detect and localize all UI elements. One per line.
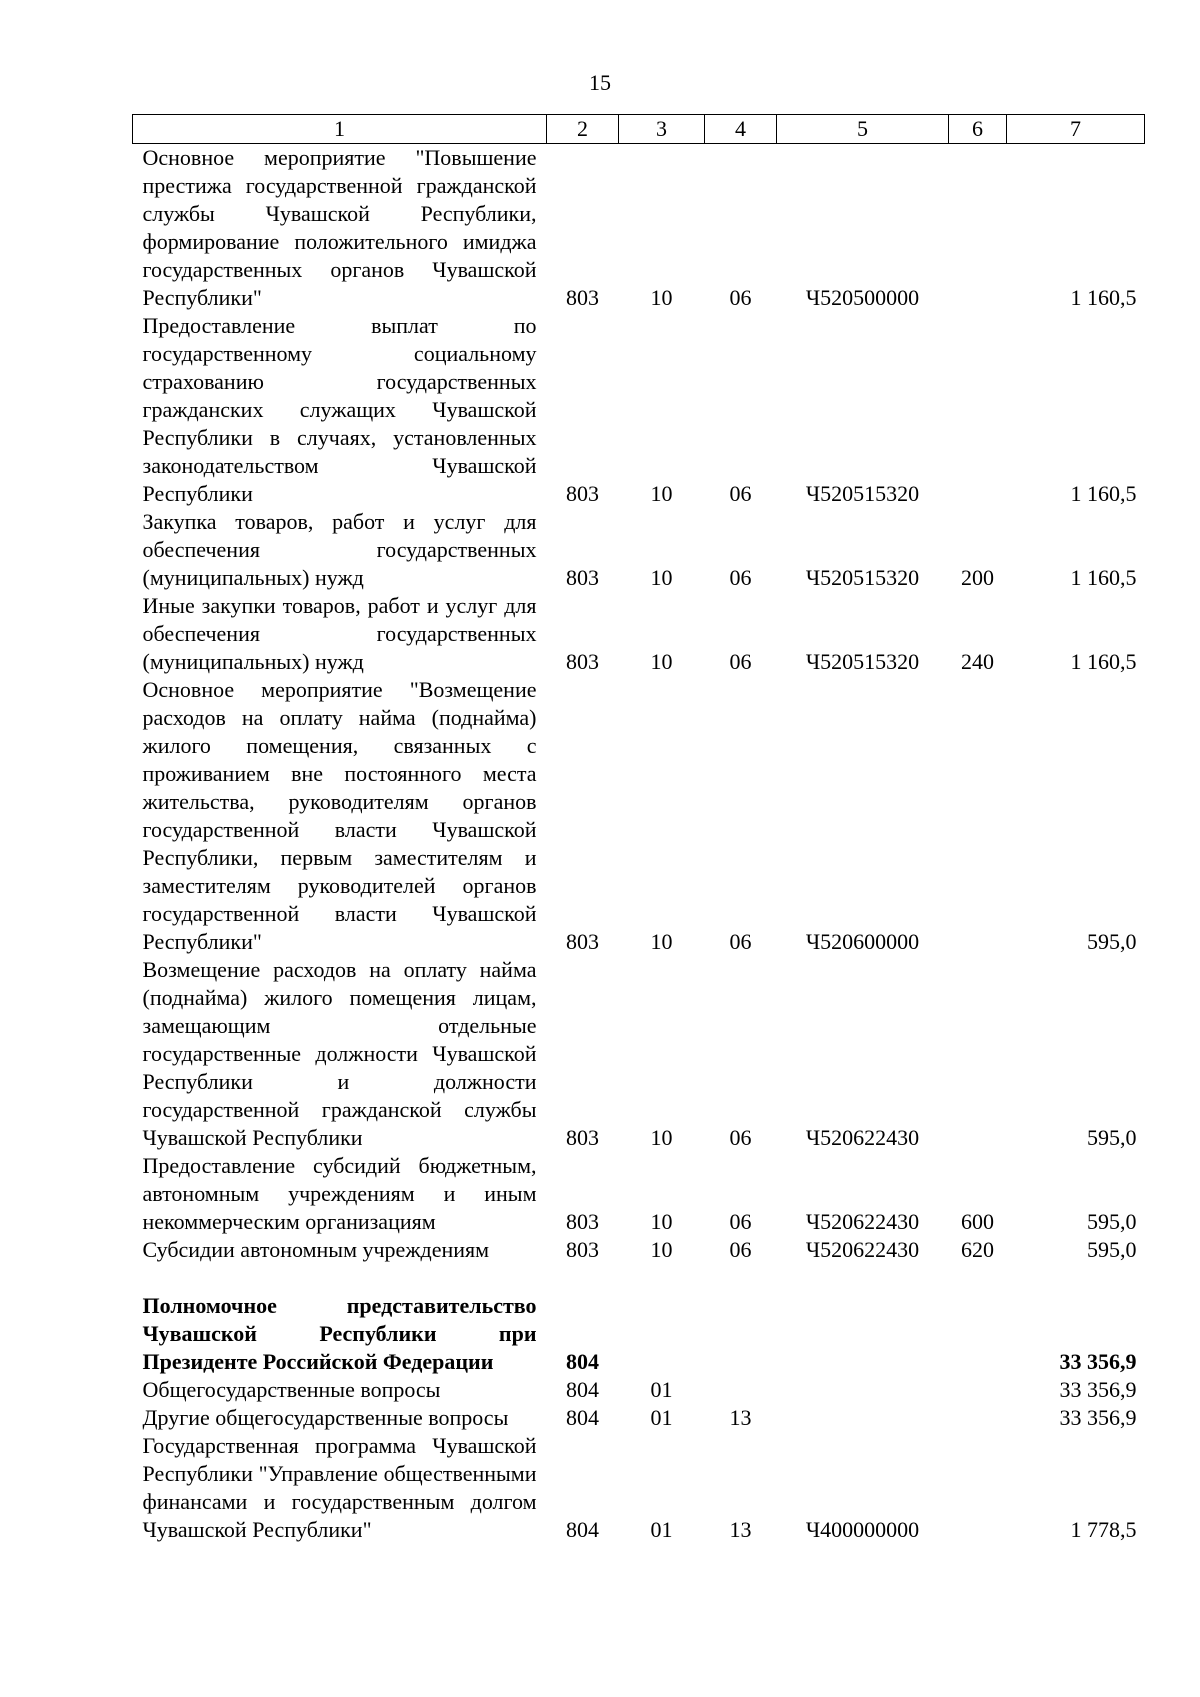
row-code-section: 10 — [650, 1125, 673, 1150]
row-code-subsection: 13 — [729, 1405, 752, 1430]
row-code-expense-type: 200 — [961, 565, 994, 590]
table-row — [133, 1432, 1145, 1544]
row-name: Полномочное представительство Чувашской Республики при Президенте Российской Федерации — [142, 1293, 537, 1374]
row-code-ministry: 803 — [566, 565, 599, 590]
table-row — [133, 1404, 1145, 1432]
row-name: Общегосударственные вопросы — [142, 1377, 441, 1402]
row-code-subsection: 06 — [729, 1209, 752, 1234]
column-header-6: 6 — [949, 115, 1007, 144]
row-amount: 1 160,5 — [1070, 565, 1137, 590]
row-code-subsection: 06 — [729, 1237, 752, 1262]
row-code-section: 10 — [650, 1209, 673, 1234]
row-name: Возмещение расходов на оплату найма (поднайма) жилого помещения лицам, замещающим отдельные государственные должности Чувашской Республики и должности государственной гражданской службы Чувашской Республики — [142, 957, 537, 1150]
row-code-subsection: 06 — [729, 481, 752, 506]
column-header-1: 1 — [133, 115, 547, 144]
column-header-5: 5 — [777, 115, 949, 144]
page-number: 15 — [589, 70, 611, 95]
row-code-target: Ч520600000 — [805, 929, 920, 954]
row-code-subsection: 06 — [729, 649, 752, 674]
row-code-target: Ч520622430 — [805, 1237, 920, 1262]
table-row — [133, 956, 1145, 1152]
row-code-expense-type — [949, 1404, 1007, 1432]
row-code-section: 10 — [650, 649, 673, 674]
row-code-target: Ч520500000 — [805, 285, 920, 310]
row-code-expense-type — [949, 1376, 1007, 1404]
row-amount: 1 160,5 — [1070, 285, 1137, 310]
row-code-subsection: 06 — [729, 1125, 752, 1150]
row-name: Основное мероприятие "Возмещение расходов на оплату найма (поднайма) жилого помещения, связанных с проживанием вне постоянного места жительства, руководителям органов государственной власти Чувашской Республики, первым заместителям и заместителям руководителей органов государственной власти Чувашской Республики" — [142, 677, 537, 954]
table-row — [133, 1376, 1145, 1404]
row-amount: 1 160,5 — [1070, 649, 1137, 674]
row-code-ministry: 803 — [566, 1237, 599, 1262]
row-code-expense-type: 600 — [961, 1209, 994, 1234]
row-amount: 595,0 — [1087, 1237, 1137, 1262]
row-code-ministry: 803 — [566, 285, 599, 310]
row-name: Другие общегосударственные вопросы — [142, 1405, 509, 1430]
row-name: Государственная программа Чувашской Республики "Управление общественными финансами и государственным долгом Чувашской Республики" — [142, 1433, 537, 1542]
row-code-target: Ч520515320 — [805, 565, 920, 590]
column-header-3: 3 — [619, 115, 705, 144]
table-row — [133, 592, 1145, 676]
spacer-row — [133, 1264, 1145, 1292]
row-code-section: 10 — [650, 565, 673, 590]
row-code-subsection: 06 — [729, 285, 752, 310]
row-amount: 33 356,9 — [1059, 1377, 1137, 1402]
row-code-section: 10 — [650, 1237, 673, 1262]
table-row — [133, 508, 1145, 592]
row-code-expense-type — [949, 676, 1007, 956]
row-code-expense-type — [949, 1292, 1007, 1376]
row-code-section — [619, 1292, 705, 1376]
row-amount: 595,0 — [1087, 1209, 1137, 1234]
row-code-ministry: 803 — [566, 1125, 599, 1150]
row-code-target: Ч520622430 — [805, 1125, 920, 1150]
row-code-section: 10 — [650, 929, 673, 954]
budget-table — [132, 114, 1145, 1544]
row-code-target: Ч520515320 — [805, 481, 920, 506]
row-code-subsection — [705, 1292, 777, 1376]
row-code-expense-type — [949, 312, 1007, 508]
row-code-subsection — [705, 1376, 777, 1404]
row-name: Основное мероприятие "Повышение престижа государственной гражданской службы Чувашской Республики, формирование положительного имиджа государственных органов Чувашской Республики" — [142, 145, 537, 310]
spacer-cell — [133, 1264, 1145, 1292]
row-code-subsection: 06 — [729, 929, 752, 954]
table-row — [133, 1236, 1145, 1264]
row-code-section: 01 — [650, 1377, 673, 1402]
row-amount: 1 778,5 — [1070, 1517, 1137, 1542]
row-code-ministry: 803 — [566, 481, 599, 506]
header-row — [133, 115, 1145, 144]
column-header-7: 7 — [1007, 115, 1145, 144]
row-amount: 1 160,5 — [1070, 481, 1137, 506]
row-name: Иные закупки товаров, работ и услуг для обеспечения государственных (муниципальных) нужд — [142, 593, 537, 674]
row-code-target: Ч520515320 — [805, 649, 920, 674]
row-code-expense-type — [949, 956, 1007, 1152]
table-body — [133, 144, 1145, 1545]
table-row — [133, 144, 1145, 313]
row-code-ministry: 803 — [566, 649, 599, 674]
column-header-2: 2 — [547, 115, 619, 144]
row-code-ministry: 803 — [566, 929, 599, 954]
row-code-section: 01 — [650, 1405, 673, 1430]
table-row — [133, 676, 1145, 956]
table-row — [133, 312, 1145, 508]
row-code-section: 10 — [650, 481, 673, 506]
row-code-ministry: 804 — [566, 1517, 599, 1542]
row-code-ministry: 804 — [566, 1377, 599, 1402]
row-code-target: Ч400000000 — [805, 1517, 920, 1542]
row-code-ministry: 804 — [566, 1349, 599, 1374]
row-code-expense-type: 620 — [961, 1237, 994, 1262]
row-code-subsection: 06 — [729, 565, 752, 590]
row-code-ministry: 804 — [566, 1405, 599, 1430]
row-code-target — [777, 1404, 949, 1432]
row-code-expense-type — [949, 1432, 1007, 1544]
column-header-4: 4 — [705, 115, 777, 144]
row-amount: 33 356,9 — [1059, 1349, 1137, 1374]
row-amount: 33 356,9 — [1059, 1405, 1137, 1430]
row-code-target — [777, 1292, 949, 1376]
row-code-section: 10 — [650, 285, 673, 310]
table-row — [133, 1292, 1145, 1376]
row-amount: 595,0 — [1087, 929, 1137, 954]
row-code-ministry: 803 — [566, 1209, 599, 1234]
row-code-expense-type: 240 — [961, 649, 994, 674]
row-name: Субсидии автономным учреждениям — [142, 1237, 490, 1262]
row-code-subsection: 13 — [729, 1517, 752, 1542]
row-code-target: Ч520622430 — [805, 1209, 920, 1234]
row-amount: 595,0 — [1087, 1125, 1137, 1150]
table-row — [133, 1152, 1145, 1236]
row-name: Закупка товаров, работ и услуг для обеспечения государственных (муниципальных) нужд — [142, 509, 537, 590]
row-code-target — [777, 1376, 949, 1404]
row-code-expense-type — [949, 144, 1007, 313]
row-name: Предоставление субсидий бюджетным, автономным учреждениям и иным некоммерческим организациям — [142, 1153, 537, 1234]
row-code-section: 01 — [650, 1517, 673, 1542]
row-name: Предоставление выплат по государственному социальному страхованию государственных гражданских служащих Чувашской Республики в случаях, установленных законодательством Чувашской Республики — [142, 313, 537, 506]
